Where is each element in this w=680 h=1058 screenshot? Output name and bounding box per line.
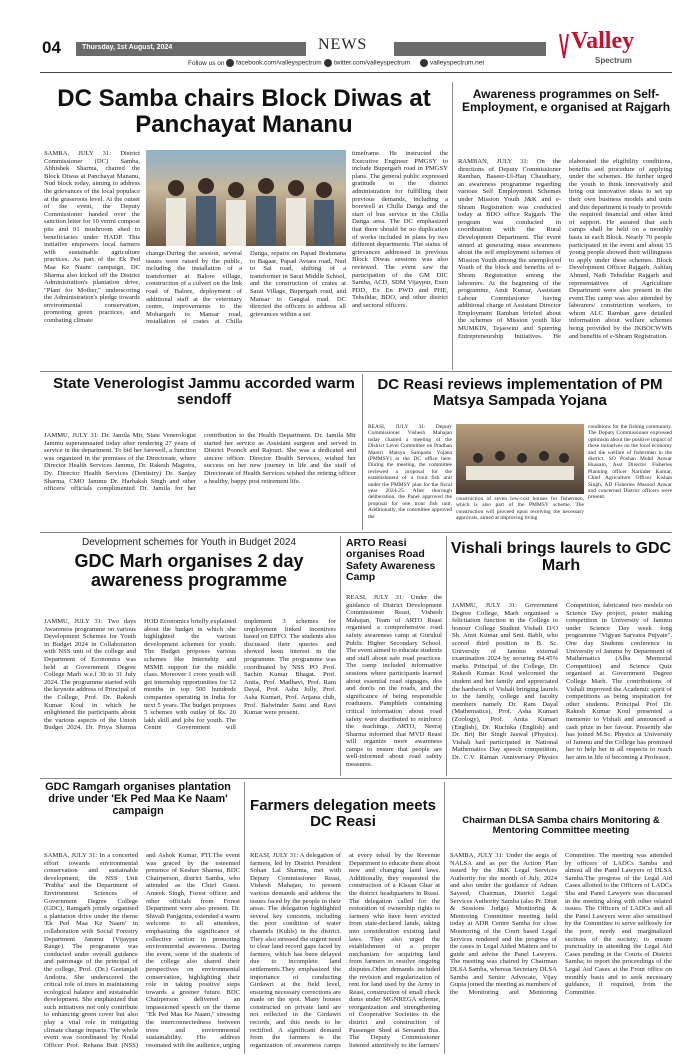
column-divider xyxy=(452,82,453,370)
article-text: SAMBA, JULY 31: Under the aegis of NALSA and as per the Action Plan issued by the J&K Legal Services Authority for the month of July, 2024 and also under the guidance of Adnan Sayeed, Chairman, District Legal Services Authority Samba (also Pr. Distt & Sessions Judge) Monitoring & Mentoring Committee meeting held today at ADR Centre Samba for close Monitoring of the Court based Legal Services rendered and the progress of the cases in Legal Aided Matters and to guide and advise the Panel Lawyers. The meeting was chaired by Chairman DLSA Samba, whereas Secretary DLSA Samba and Senior Advocate, Vijay Gupta joined the meeting as members of the Monitoring and Mentoring Committee. The meeting was attended by officers of LADCs Samba and almost all the Panel Lawyers of DLSA Samba.The progress of the Legal Aid Cases allotted to the Officers of LADCs Sba and Panel Lawyers was discussed in the meeting along with other related issues. The Officers of LADCs and all the Panel Lawyers were also sensitised by the Committee to serve selflessly for the poor, needy and marginalized sections of the society; to ensure punctuality in attending the Legal Aid Cases pending in the Courts of District Samba; to report the proceedings of the Legal Aid Cases at the Front office on monthly basis and to seek necessary guidance, if required, from the Committee. xyxy=(450,852,672,996)
headline: DC Reasi reviews implementation of PM Matsya Sampada Yojana xyxy=(377,377,663,410)
kicker: Development schemes for Youth in Budget 2024 xyxy=(81,537,297,548)
date-bar xyxy=(76,42,306,56)
article-text-c: conditions for the fishing community. The Deputy Commissioner expressed optimism about the positive impact of these initiatives on the local economy and the welfare of fishermen in the district. SO Poshan Mohd Anwar Hussain, Asst Director Fisheries Planning officer Narinder Kumar, Chief Agriculture Officer Kishan Singh, AD Fisheries Masood Anwar and concerned District officers were present. xyxy=(588,424,672,501)
twitter-link[interactable] xyxy=(324,59,410,67)
brand-subtitle: Spectrum xyxy=(595,56,632,65)
article-body xyxy=(250,852,440,1052)
headline: GDC Ramgarh organises plantation drive under 'Ek Ped Maa Ke Naam' campaign xyxy=(45,782,231,817)
header-divider xyxy=(40,72,672,73)
article-text: JAMMU, JULY 31: Two days Awareness programme on various Development Schemes for Youth in Budget 2024 in Collaboration with NSS unit of the college and Department of Economics was held at Government Degree College Marh w.e.f 30 to 31 July 2024. The programme started with the keynote address of Principal of the College, Prof. Dr. Rakesh Kumar Koul in which he enlightened the participants about the various aspects of the Union Budget 2024. Dr. Priya Sharma HOD Economics briefly explained about the budget in which she highlighted the various development schemes for youth. The Budget proposes various schemes like Internship and MSME support for the middle class. Moreover 1 crore youth will get internship opportunities for 12 months in top 500 hundreds companies operating in India for next 5 years. The budget proposes 5 schemes with outlay of Rs. 20 lakh skill and jobs for youth. The Centre Government will implement 3 schemes for employment linked incentives based on EPFO. The students also discussed their queries and showed keen interest in the programme. The programme was coordinated by NSS PO Prof. Sachin Kumar Bhagat. Prof. Anita, Prof. Madhavi, Prof. Ram Dayal, Prof. Ashu Jolly, Prof. Asha Kumari, Prof. Anjana chib, Prof. Balwinder Saini and Ravi Kumar were present. xyxy=(44,618,336,732)
article-body xyxy=(44,618,336,772)
twitter-icon xyxy=(324,59,332,67)
date: Thursday, 1st August, 2024 xyxy=(82,44,173,51)
article-text-b: construction of seven low-cost houses for fishermen, which is also part of the PMMSY scheme. The construction will proceed upon receiving the necessary approvals, aimed at improving living xyxy=(456,496,584,522)
follow-label: Follow us on xyxy=(188,60,225,67)
twitter-url: twitter.com/valleyspectrum xyxy=(334,59,411,67)
headline: Chairman DLSA Samba chairs Monitoring & Mentoring Committee meeting xyxy=(462,816,660,837)
meeting-photo xyxy=(456,424,584,494)
brand-logo xyxy=(557,28,672,70)
column-divider xyxy=(340,536,341,776)
headline: Vishali brings laurels to GDC Marh xyxy=(450,540,672,575)
facebook-icon xyxy=(226,59,234,67)
headline: DC Samba chairs Block Diwas at Panchayat Mananu xyxy=(57,86,431,138)
headline: Farmers delegation meets DC Reasi xyxy=(250,798,436,831)
website-link[interactable] xyxy=(420,59,484,67)
brand-name: Valley xyxy=(571,28,635,54)
section-title: NEWS xyxy=(318,36,368,53)
article-body-cont2: timeframe. He instructed the Executive Engineer PMGSY to include Bupergarh road in PMGSY plans. The general public expressed gratitude to the district administration for fulfilling their previous demands, including a borewell at Chilla Danga and the start of bus service in the Chilla Danga area. The DC emphasized that there should be no duplication of works included in plans by two different departments. The status of grievances addressed in previous Block Diwas sessions was also reviewed. The event saw the participation of the GM DIC Samba, ACD, SDM Vijaypur, Exen PDD, Ex En PWD and PHE, Tehsildar, BDO, and other district and sectoral officers. xyxy=(352,150,448,309)
article-body xyxy=(44,852,240,1052)
article-body xyxy=(450,852,672,1052)
column-divider xyxy=(244,782,245,1054)
article-text: REASI, JULY 31: Under the guidance of District Development Commissioner Reasi, Vishesh Mahajan, Team of ARTO Reasi organised a comprehensive road safety awareness camp at Gurukul Public Higher Secondary School. The event aimed to educate students and staff about safe road practices. The camp included informative sessions where participants learned about essential road signages, dos and don'ts on the roads, and the significance of being responsible roadusers. Pamphlets containing critical information about road safety were distributed to reinforce the teachings. ARTO, Neeraj Sharma informed that MVD Reasi will organize more awareness camps to ensure that people are well-informed about road safety measures. xyxy=(346,594,442,769)
facebook-url: facebook.com/valleyspectrum xyxy=(236,59,322,67)
facebook-link[interactable] xyxy=(226,59,322,67)
article-body xyxy=(346,594,442,772)
news-photo xyxy=(146,150,346,246)
column-divider xyxy=(362,374,363,530)
headline: ARTO Reasi organises Road Safety Awareness Camp xyxy=(346,538,436,583)
article-body-cont: change.During the session, several issues were raised by the public, including the installation of a transformer at Balore village, construction of a culvert on the link road of Balore, deployment of additional staff at the veterinary centre, improvements to the Mohargarh to Mansar road, installation of crates at Chilla Danga, repairs on Papad Brahmana to Bagaar, Papad Avtara road, Nud to Sai road, shifting of a transformer in Sarai Middle School, and the construction of crates at Sarai Village, Bupergarh road, and Mansar to Gangial road. DC directed the officers to address all grievances within a set xyxy=(146,250,346,326)
globe-icon xyxy=(420,59,428,67)
column-divider xyxy=(444,782,445,1054)
article-text: RAMBAN, JULY 31: On the directions of Deputy Commissioner Ramban, Baseer-Ul-Haq Chaudhary, an awareness programme regarding various Self Employment Schemes under Mission Youth J&K and e-Shram Registration was conducted today at BDO office Rajgarh. The program was conducted in coordination with the Rural Development Department. The event aimed at generating mass awareness about the self employment schemes of Mission Youth among the unemployed Youth of the block and benefits of e-Shram Registration among the labourers. At the beginning of the programme, Amit Kumar, Assistant Labour Commissioner having additional charge of Assistant Director Employment Ramban briefed about the schemes of Mission youth like MUMKIN, Tejaswini and Spurring Entrepreneurship Initiatives. He elaborated the eligibility conditions, benefits and procedure of applying under the schemes. He further urged the youth to think innovatively and bring out innovative ideas to set up their own business models and units and this department is ready to provide the required financial and other kind of support. He assured that such camps shall be held on a monthly basis in each Block. Nearly 70 people participated in the event and about 15 young people showed their willingness to apply under these schemes. Block Development Officer Rajgarh, Ashfaq Ahmed, Naib Tehsildar Rajgarh and representatives of Agriculture Department were also present in the event.The camp was also attended by labourers/ construction workers, to whom ALC Ramban gave detailed information about welfare schemes being provided by the JKBOCWWB and benefits of e-Shram Registration. xyxy=(458,158,672,340)
article-text-a: REASI, JULY 31: Deputy Commissioner Vishesh Mahajan today chaired a meeting of the District Level Committee on Pradhan Mantri Matsya Sampada Yojana (PMMSY) at the DC office here. During the meeting, the committee reviewed a proposal for the establishment of a trout fish unit under the PMMSY plan for the fiscal year 2024-25. After thorough deliberation, the Panel approved the proposal for one trout fish unit. Additionally, the committee approved the xyxy=(368,424,452,520)
page-number: 04 xyxy=(42,38,61,57)
article-text: SAMBA, JULY 31: In a concerted effort towards environmental conservation and sustainable development, the NSS Unit 'Prabha' and the Department of Environment Sciences of Government Degree College (GDC), Ramgarh jointly organised a plantation drive under the theme 'Ek Ped Maa Ke Naam' in collaboration with Social Forestry Department Jammu (Vijaypur Range). The programme was conducted under overall guidance and patronage of the principal of the college, Prof. (Dr.) Geetanjali Andotra. She underscored the critical role of trees in maintaining ecological balance and sustainable development. She emphasized that such initiatives not only contribute to enhancing green cover but also play a vital role in mitigating climate change impacts. The whole event was coordinated by Nodal Officer Prof. Rehana Butt (NSS) and Ashok Kumar, PTI.The event was graced by the esteemed presence of Keshav Sharma, BDC Chairperson, district Samba, who attended as the Chief Guest. Ameek Singh, Forest officer and other officials from Forest Department were also present. Dr. Shivali Panjgotra, extended a warm welcome to all attendees, emphasizing the significance of collective action in promoting environmental awareness. During the event, some of the students of the college also shared their perspectives on environmental conservation, highlighting their role in taking positive steps towards a greener future. BDC Chairperson delivered an impassioned speech on the theme "Ek Ped Maa Ke Naam," stressing the interconnectedness between trees and environmental sustainability. His address resonated with the audience, urging xyxy=(44,852,240,1049)
website-url: valleyspectrum.net xyxy=(430,59,485,67)
headline: Awareness programmes on Self-Employment, e organised at Rajgarh xyxy=(461,88,671,114)
headline: GDC Marh organises 2 day awareness programme xyxy=(74,552,304,591)
article-text: REASI, JULY 31: A delegation of farmers, led by District President Sohan Lal Sharma, met with Deputy Commissioner Reasi, Vishesh Mahajan, to present various demands and address the issues faced by the people in their areas. The delegation highlighted several key concerns, including the poor condition of water channels (Kuhls) in the district. They also stressed the urgent need to clear land record gaps faced by farmers, which has been delayed due to incomplete land settlements.They emphasized the importance of conducting Girdawri at the field level, ensuring necessary corrections are made on the spot. Many houses constructed on private land are not reflected in the Girdawri records, and this needs to be rectified. A significant demand from the farmers is the organization of awareness camps at every tehsil by the Revenue Department to educate them about new and changing land laws. Additionally, they requested the construction of a Kissan Ghar at the district headquarters in Reasi. The delegation called for the restoration of ownership rights to farmers who have been evicted from state-declared lands, taking into consideration existing land laws. They also urged the establishment of a proper mechanism for acquiring land from farmers to resolve ongoing disputes.Other demands included the revision and regularization of rent for land used by the Army in Reasi, construction of small check dams under MGNREGA scheme, reorganization and strengthening of Cooperative Societies in the district and construction of Passenger Shed at Sersandi Bus. The Deputy Commissioner listened attentively to the farmers' xyxy=(250,852,440,1049)
section-divider xyxy=(40,532,672,533)
article-body xyxy=(458,158,672,368)
article-text: JAMMU, JULY 31: Government Degree College, Marh organised a felicitation function in the College to honour College Student Vishali D/O Sh. Amit Kumar and Smt. Babli, who scored third position in B. Sc. University of Jammu external examination 2024 by securing 84.45% marks. Principal of the College, Dr. Rakesh Kumar Koul welcomed the student and her family and appreciated the hardwork of Vishali bringing laurels to the family, college and faculty members namely Dr. Ram Dayal (Mathematics), Prof. Asha Kumari (Zoology), Prof. Anita Kumari (English), Dr. Ruchika (English) and Dr. Brij Bir Singh Jaswal (Physics). Vishali had participated in National Mathematics Day speech competition, Dr. C.V. Raman Anniversary Physics Competition, fabricated two models on Science Day project, poster making competition in University of Jammu under Science Day week long programme "Vigyan Sarvatra Pujyate". One day Students conference in University of Jammu by Department of Mathematics (Alha Memorial Competition) and Science Quiz organised at Government Degree College Marh. The contributions of Vishali improved the Academic spirit of competitions as being inspiration for other students. Principal Prof Dr. Rakesh Kumar Koul presented a memento to Vishali and announced a cash prize in her favour. Presently she has joined M.Sc. Physics at University of Jammu and the College has promised her to help her in all respects to reach her aim in life of becoming a Professor. xyxy=(452,602,672,761)
logo-mark-icon xyxy=(559,30,569,60)
article-text: JAMMU, JULY 31: Dr. Jamila Mir, State Venerologist Jammu superannuated today after rendering 27 years of service in the department. To bid her farewell, a function was organized in the premises of the Directorate, where Director Health Services Jammu, Dr. Rakesh Magotra, Dy. Director Health Services (Dentistry) Dr. Sanjay Sharma, CMO Jammu Dr. Harbaksh Singh and other officers/ officials complimented Dr. Jamila for her contribution to the Health Department. Dr. Jamila Mir started her service as Assistant surgeon and served in District Poonch and Rajouri. She was a dedicated and sincere officer. Director Health Services, wished her success on her new journey in life and the staff of Directorate of Health Services wished the retiring officer a healthy, happy post retirement life. xyxy=(44,432,356,493)
header-bar xyxy=(394,42,546,56)
article-body xyxy=(368,424,452,528)
article-body-b xyxy=(456,496,584,528)
section-divider xyxy=(40,371,672,372)
article-body-c xyxy=(588,424,672,528)
article-body xyxy=(44,432,356,522)
article-body xyxy=(452,602,672,772)
article-text: SAMBA, JULY 31: District Commissioner (DC) Samba, Abhishek Sharma, chaired the Block Diwas at Panchayat Mananu, Nud block today, aiming to address the grievances of the local populace at the grassroots level. At the outset of the event, the Deputy Commissioner handed over the sanction letter for 10 vermi compost pits and 01 mushroom shed to beneficiaries under HADP. This initiative empowers local farmers with sustainable agriculture practices. As part of the Ek Ped Maa Ke Naam' campaign, DC Sharma also kicked off the District Administration's plantation drive, "Plant for Mother," underscoring the Administration's pledge towards environmental conservation, promoting green practices, and combating climate xyxy=(44,150,140,325)
headline: State Venerologist Jammu accorded warm sendoff xyxy=(53,376,355,409)
article-body xyxy=(44,150,140,366)
section-divider xyxy=(40,778,672,779)
column-divider xyxy=(446,536,447,776)
